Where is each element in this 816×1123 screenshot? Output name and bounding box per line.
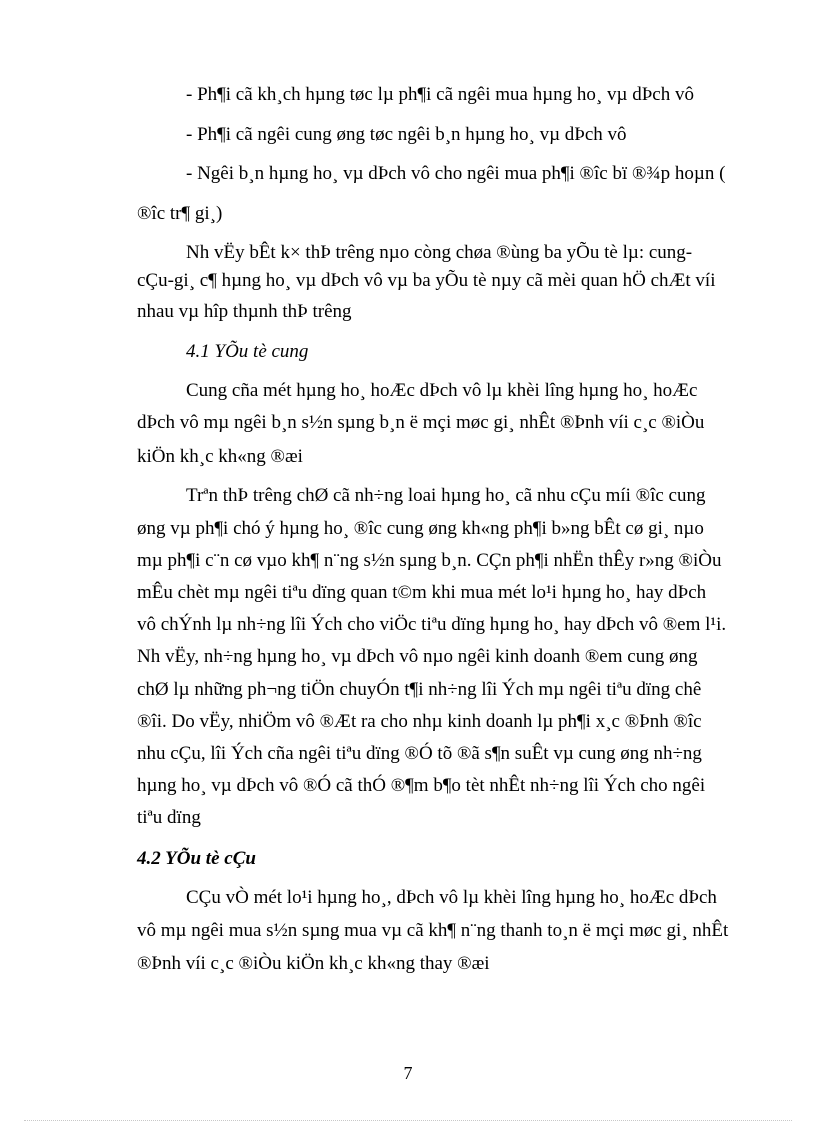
text-line: mµ ph¶i c¨n cø vµo kh¶ n¨ng s½n sµng b¸n. CÇn ph¶i nhËn thÊy r»ng ®iÒu [137,550,722,571]
text-line: ®îc tr¶ gi¸) [137,203,223,224]
bullet-item: - Ngêi b¸n hµng ho¸ vµ dÞch vô cho ngêi mua ph¶i ®îc bï ®¾p hoµn ( [186,163,726,184]
text-line: Nh vËy, nh÷ng hµng ho¸ vµ dÞch vô nµo ngêi kinh doanh ®em cung øng [137,646,698,667]
text-line: øng vµ ph¶i chó ý hµng ho¸ ®îc cung øng kh«ng ph¶i b»ng bÊt cø gi¸ nµo [137,518,704,539]
text-line: nhau vµ hîp thµnh thÞ trêng [137,301,352,322]
page-number: 7 [403,1063,413,1083]
section-heading-4-2: 4.2 YÕu tè cÇu [137,848,256,869]
text-line: hµng ho¸ vµ dÞch vô ®Ó cã thÓ ®¶m b¶o tèt nhÊt nh÷ng lîi Ých cho ngêi [137,775,706,796]
text-line: tiªu dïng [137,807,201,828]
text-line: ®Þnh víi c¸c ®iÒu kiÖn kh¸c kh«ng thay ®æi [137,953,490,974]
paragraph-first-line: Trªn thÞ trêng chØ cã nh÷ng loai hµng ho¸ cã nhu cÇu míi ®îc cung [186,485,706,506]
bullet-item: - Ph¶i cã kh¸ch hµng tøc lµ ph¶i cã ngêi mua hµng ho¸ vµ dÞch vô [186,84,694,105]
text-line: ®îi. Do vËy, nhiÖm vô ®Æt ra cho nhµ kinh doanh lµ ph¶i x¸c ®Þnh ®îc [137,711,702,732]
paragraph-first-line: Nh vËy bÊt k× thÞ trêng nµo còng chøa ®ùng ba yÕu tè lµ: cung- [186,242,693,263]
bullet-item: - Ph¶i cã ngêi cung øng tøc ngêi b¸n hµng ho¸ vµ dÞch vô [186,124,627,145]
text-line: mÊu chèt mµ ngêi tiªu dïng quan t©m khi mua mét lo¹i hµng ho¸ hay dÞch [137,582,707,603]
text-line: kiÖn kh¸c kh«ng ®æi [137,446,303,467]
text-line: cÇu-gi¸ c¶ hµng ho¸ vµ dÞch vô vµ ba yÕu tè nµy cã mèi quan hÖ chÆt víi [137,270,716,291]
text-line: vô chÝnh lµ nh÷ng lîi Ých cho viÖc tiªu dïng hµng ho¸ hay dÞch vô ®em l¹i. [137,614,727,635]
section-heading-4-1: 4.1 YÕu tè cung [186,341,309,362]
text-line: vô mµ ngêi mua s½n sµng mua vµ cã kh¶ n¨ng thanh to¸n ë mçi møc gi¸ nhÊt [137,920,729,941]
text-line: nhu cÇu, lîi Ých cña ngêi tiªu dïng ®Ó tõ ®ã s¶n suÊt vµ cung øng nh÷ng [137,743,702,764]
text-line: dÞch vô mµ ngêi b¸n s½n sµng b¸n ë mçi møc gi¸ nhÊt ®Þnh víi c¸c ®iÒu [137,412,705,433]
text-line: chØ lµ những ph¬ng tiÖn chuyÓn t¶i nh÷ng lîi Ých mµ ngêi tiªu dïng chê [137,679,702,700]
paragraph-first-line: CÇu vÒ mét lo¹i hµng ho¸, dÞch vô lµ khèi lîng hµng ho¸ hoÆc dÞch [186,887,717,908]
paragraph-first-line: Cung cña mét hµng ho¸ hoÆc dÞch vô lµ khèi lîng hµng ho¸ hoÆc [186,380,698,401]
page-bottom-rule [24,1120,792,1121]
